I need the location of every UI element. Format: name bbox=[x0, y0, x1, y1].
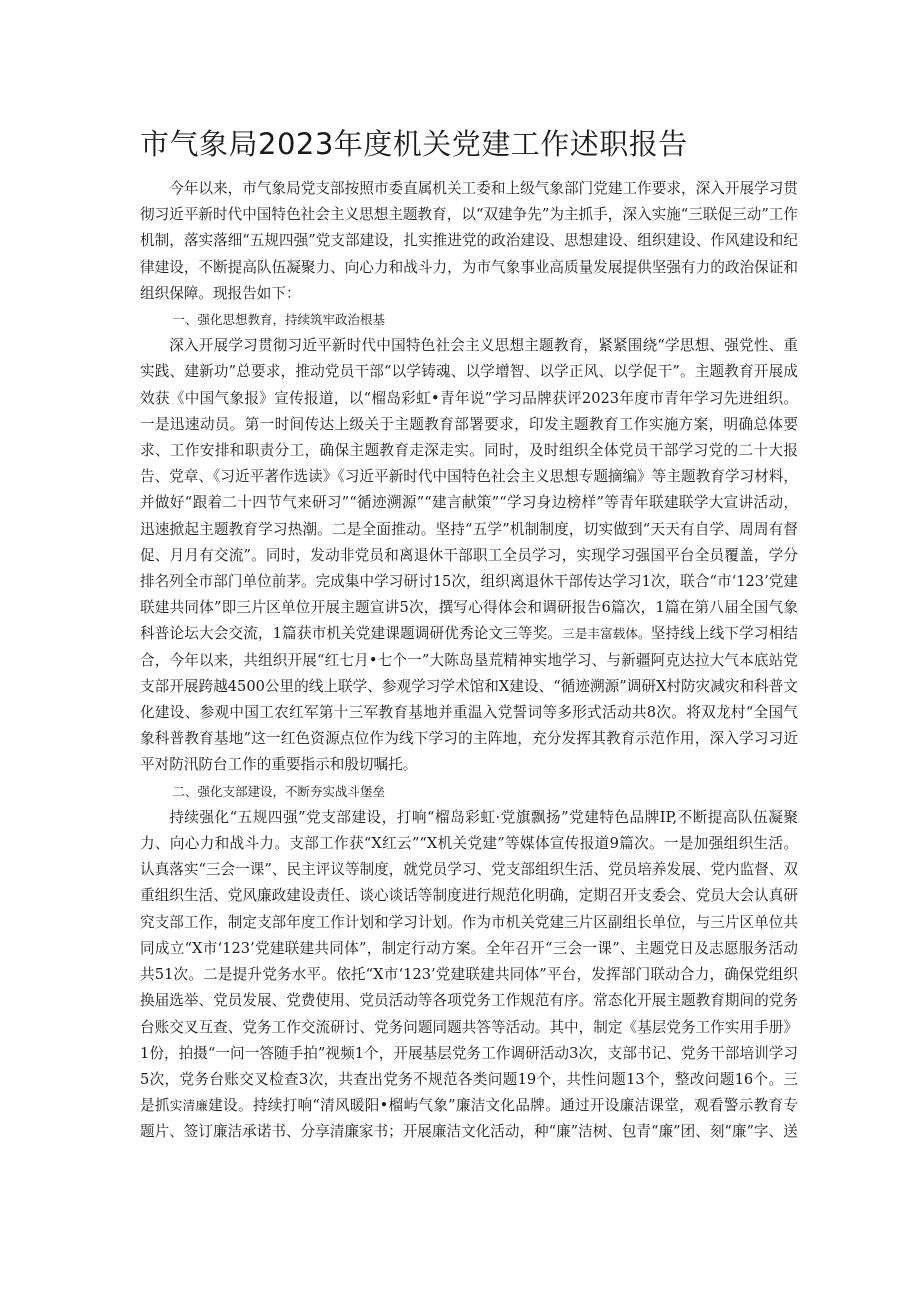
section-2-text-part-2: 建设。持续打响“清风暖阳•榴屿气象”廉洁文化品牌。通过开设廉洁课堂，观看警示教育专题片、签订廉洁承诺书、分享清廉家书；开展廉洁文化活动，种“廉”洁树、包青“廉”团、刻“廉”字、送 bbox=[140, 1097, 798, 1141]
section-2-emphasis-run: 实清廉 bbox=[169, 1098, 209, 1114]
section-1-paragraph bbox=[140, 333, 798, 778]
section-1-text-part-1: 深入开展学习贯彻习近平新时代中国特色社会主义思想主题教育，紧紧围绕“学思想、强党性、重实践、建新功”总要求，推动党员干部“以学铸魂、以学增智、以学正风、以学促干”。主题教育开展成效获《中国气象报》宣传报道，以“榴岛彩虹•青年说”学习品牌获评2023年度市青年学习先进组织。一是迅速动员。第一时间传达上级关于主题教育部署要求，印发主题教育工作实施方案，明确总体要求、工作安排和职责分工，确保主题教育走深走实。同时，及时组织全体党员干部学习党的二十大报告、党章、《习近平著作选读》《习近平新时代中国特色社会主义思想专题摘编》等主题教育学习材料，并做好“跟着二十四节气来研习”“循迹溯源”“建言献策”“学习身边榜样”等青年联建联学大宣讲活动，迅速掀起主题教育学习热潮。二是全面推动。坚持“五学”机制制度，切实做到“天天有自学、周周有督促、月月有交流”。同时，发动非党员和离退休干部职工全员学习，实现学习强国平台全员覆盖，学分排名列全市部门单位前茅。完成集中学习研讨15次，组织离退休干部传达学习1次，联合“市‘123’党建联建共同体”即三片区单位开展主题宣讲5次，撰写心得体会和调研报告6篇次，1篇在第八届全国气象科普论坛大会交流，1篇获市机关党建课题调研优秀论文三等奖。 bbox=[140, 337, 798, 643]
document-title: 市气象局2023年度机关党建工作述职报告 bbox=[140, 127, 688, 161]
document-body bbox=[140, 176, 798, 1146]
section-2-paragraph bbox=[140, 805, 798, 1146]
section-heading-1: 一、强化思想教育，持续筑牢政治根基 bbox=[172, 312, 386, 328]
section-heading-2: 二、强化支部建设，不断夯实战斗堡垒 bbox=[172, 783, 386, 799]
intro-paragraph: 今年以来，市气象局党支部按照市委直属机关工委和上级气象部门党建工作要求，深入开展学习贯彻习近平新时代中国特色社会主义思想主题教育，以“双建争先”为主抓手，深入实施“三联促三动”工作机制，落实落细“五规四强”党支部建设，扎实推进党的政治建设、思想建设、组织建设、作风建设和纪律建设，不断提高队伍凝聚力、向心力和战斗力，为市气象事业高质量发展提供坚强有力的政治保证和组织保障。现报告如下： bbox=[140, 180, 798, 302]
section-1-text-part-2: 坚持线上线下学习相结合，今年以来，共组织开展“红七月•七个一”大陈岛垦荒精神实地学习、与新疆阿克达拉大气本底站党支部开展跨越4500公里的线上联学、参观学习学术馆和X建设、“循迹溯源”调研X村防灾减灾和科普文化建设、参观中国工农红军第十三军教育基地并重温入党誓词等多形式活动共8次。将双龙村“全国气象科普教育基地”这一红色资源点位作为线下学习的主阵地，充分发挥其教育示范作用，深入学习习近平对防汛防台工作的重要指示和殷切嘱托。 bbox=[140, 625, 798, 774]
section-2-text-part-1: 持续强化“五规四强”党支部建设，打响“榴岛彩虹·党旗飘扬”党建特色品牌IP,不断提高队伍凝聚力、向心力和战斗力。支部工作获“X红云”“X机关党建”等媒体宣传报道9篇次。一是加强组织生活。认真落实“三会一课”、民主评议等制度，就党员学习、党支部组织生活、党员培养发展、党内监督、双重组织生活、党风廉政建设责任、谈心谈话等制度进行规范化明确，定期召开支委会、党员大会认真研究支部工作，制定支部年度工作计划和学习计划。作为市机关党建三片区副组长单位，与三片区单位共同成立“X市‘123’党建联建共同体”，制定行动方案。全年召开“三会一课”、主题党日及志愿服务活动共51次。二是提升党务水平。依托“X市‘123’党建联建共同体”平台，发挥部门联动合力，确保党组织换届选举、党员发展、党费使用、党员活动等各项党务工作规范有序。常态化开展主题教育期间的党务台账交叉互查、党务工作交流研讨、党务问题同题共答等活动。其中，制定《基层党务工作实用手册》1份，拍摄“一问一答随手拍”视频1个，开展基层党务工作调研活动3次，支部书记、党务干部培训学习5次，党务台账交叉检查3次，共查出党务不规范各类问题19个，共性问题13个，整改问题16个。三是抓 bbox=[140, 808, 798, 1115]
section-1-emphasis-run: 三是丰富载体。 bbox=[562, 626, 651, 642]
